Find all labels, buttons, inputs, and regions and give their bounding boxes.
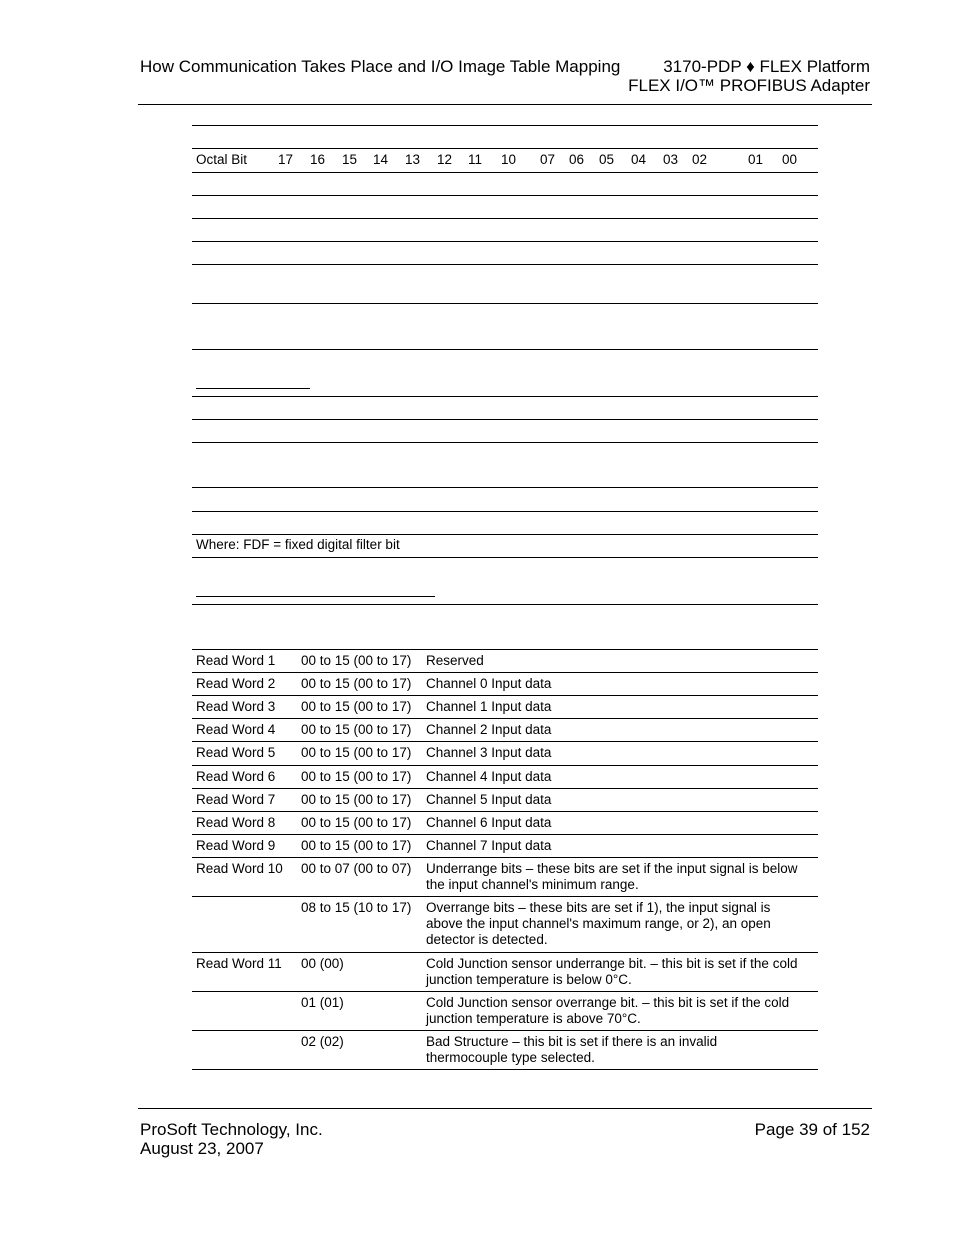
table-rule xyxy=(192,857,818,858)
table-rule xyxy=(192,172,818,173)
table-rule xyxy=(192,241,818,242)
row-desc: Channel 2 Input data xyxy=(426,722,552,737)
footer-rule xyxy=(138,1108,872,1109)
underline-fragment xyxy=(196,388,310,389)
row-desc: Reserved xyxy=(426,653,484,668)
table-rule xyxy=(192,811,818,812)
table-rule xyxy=(192,511,818,512)
table-rule xyxy=(192,672,818,673)
table-rule xyxy=(192,148,818,149)
table-rule xyxy=(192,1069,818,1070)
table-rule xyxy=(192,487,818,488)
bit-header: 03 xyxy=(663,152,679,167)
underline-fragment xyxy=(196,596,435,597)
bit-header: 14 xyxy=(373,152,389,167)
row-desc: Channel 1 Input data xyxy=(426,699,552,714)
row-word: Read Word 8 xyxy=(196,815,276,830)
bit-header: 00 xyxy=(782,152,798,167)
bit-header: 11 xyxy=(468,152,483,167)
table-rule xyxy=(192,534,818,535)
row-word: Read Word 6 xyxy=(196,769,276,784)
row-bits: 00 to 15 (00 to 17) xyxy=(301,815,412,830)
row-bits: 00 to 15 (00 to 17) xyxy=(301,699,412,714)
row-bits: 00 to 15 (00 to 17) xyxy=(301,676,412,691)
header-product-line1: 3170-PDP ♦ FLEX Platform xyxy=(663,57,870,76)
table-rule xyxy=(192,125,818,126)
table-rule xyxy=(192,834,818,835)
row-desc: Cold Junction sensor underrange bit. – this bit is set if the cold junction temperature is below 0°C. xyxy=(426,956,798,987)
bit-header: 04 xyxy=(631,152,647,167)
table-rule xyxy=(192,896,818,897)
header-product-line2: FLEX I/O™ PROFIBUS Adapter xyxy=(628,76,870,95)
row-desc: Channel 3 Input data xyxy=(426,745,552,760)
row-bits: 00 to 07 (00 to 07) xyxy=(301,861,412,876)
fdf-note: Where: FDF = fixed digital filter bit xyxy=(196,537,400,552)
table-rule xyxy=(192,991,818,992)
row-word: Read Word 4 xyxy=(196,722,276,737)
table-rule xyxy=(192,442,818,443)
row-bits: 00 to 15 (00 to 17) xyxy=(301,838,412,853)
bit-header: 16 xyxy=(310,152,326,167)
bit-header: 06 xyxy=(569,152,585,167)
row-desc: Channel 6 Input data xyxy=(426,815,552,830)
row-desc: Channel 0 Input data xyxy=(426,676,552,691)
row-desc: Channel 5 Input data xyxy=(426,792,552,807)
header-rule xyxy=(138,104,872,105)
row-word: Read Word 10 xyxy=(196,861,283,876)
row-bits: 00 to 15 (00 to 17) xyxy=(301,745,412,760)
row-word: Read Word 9 xyxy=(196,838,276,853)
row-bits: 08 to 15 (10 to 17) xyxy=(301,900,412,915)
bit-header: 17 xyxy=(278,152,294,167)
bit-header: 01 xyxy=(748,152,764,167)
row-bits: 00 to 15 (00 to 17) xyxy=(301,769,412,784)
bit-header: 07 xyxy=(540,152,556,167)
table-rule xyxy=(192,195,818,196)
row-desc: Channel 4 Input data xyxy=(426,769,552,784)
table-rule xyxy=(192,349,818,350)
table-rule xyxy=(192,952,818,953)
row-desc: Underrange bits – these bits are set if the input signal is below the input channel's minimum range. xyxy=(426,861,798,892)
table-rule xyxy=(192,303,818,304)
table-rule xyxy=(192,396,818,397)
row-word: Read Word 2 xyxy=(196,676,276,691)
bit-header: 15 xyxy=(342,152,358,167)
bit-header: 13 xyxy=(405,152,421,167)
bit-header: 10 xyxy=(501,152,517,167)
header-section-title: How Communication Takes Place and I/O Image Table Mapping xyxy=(140,57,621,76)
table-rule xyxy=(192,1030,818,1031)
octal-bit-label: Octal Bit xyxy=(196,152,248,167)
bit-header: 02 xyxy=(692,152,708,167)
table-rule xyxy=(192,218,818,219)
table-rule xyxy=(192,604,818,605)
footer-date: August 23, 2007 xyxy=(140,1139,264,1158)
table-rule xyxy=(192,649,818,650)
row-word: Read Word 11 xyxy=(196,956,282,971)
table-rule xyxy=(192,695,818,696)
row-word: Read Word 5 xyxy=(196,745,276,760)
table-rule xyxy=(192,765,818,766)
row-word: Read Word 3 xyxy=(196,699,276,714)
row-word: Read Word 1 xyxy=(196,653,276,668)
row-desc: Bad Structure – this bit is set if there is an invalid thermocouple type selected. xyxy=(426,1034,718,1065)
footer-company: ProSoft Technology, Inc. xyxy=(140,1120,323,1139)
bit-header: 05 xyxy=(599,152,615,167)
table-rule xyxy=(192,718,818,719)
row-bits: 01 (01) xyxy=(301,995,344,1010)
table-rule xyxy=(192,557,818,558)
table-rule xyxy=(192,419,818,420)
table-rule xyxy=(192,264,818,265)
row-bits: 00 to 15 (00 to 17) xyxy=(301,653,412,668)
table-rule xyxy=(192,788,818,789)
row-bits: 00 to 15 (00 to 17) xyxy=(301,792,412,807)
row-bits: 00 to 15 (00 to 17) xyxy=(301,722,412,737)
row-desc: Channel 7 Input data xyxy=(426,838,552,853)
row-bits: 00 (00) xyxy=(301,956,344,971)
bit-header: 12 xyxy=(437,152,453,167)
row-desc: Overrange bits – these bits are set if 1), the input signal is above the input channel's maximum range, or 2), an open detector is detected. xyxy=(426,900,771,947)
table-rule xyxy=(192,741,818,742)
row-desc: Cold Junction sensor overrange bit. – this bit is set if the cold junction temperature is above 70°C. xyxy=(426,995,790,1026)
footer-page-number: Page 39 of 152 xyxy=(754,1120,870,1139)
row-word: Read Word 7 xyxy=(196,792,276,807)
row-bits: 02 (02) xyxy=(301,1034,344,1049)
